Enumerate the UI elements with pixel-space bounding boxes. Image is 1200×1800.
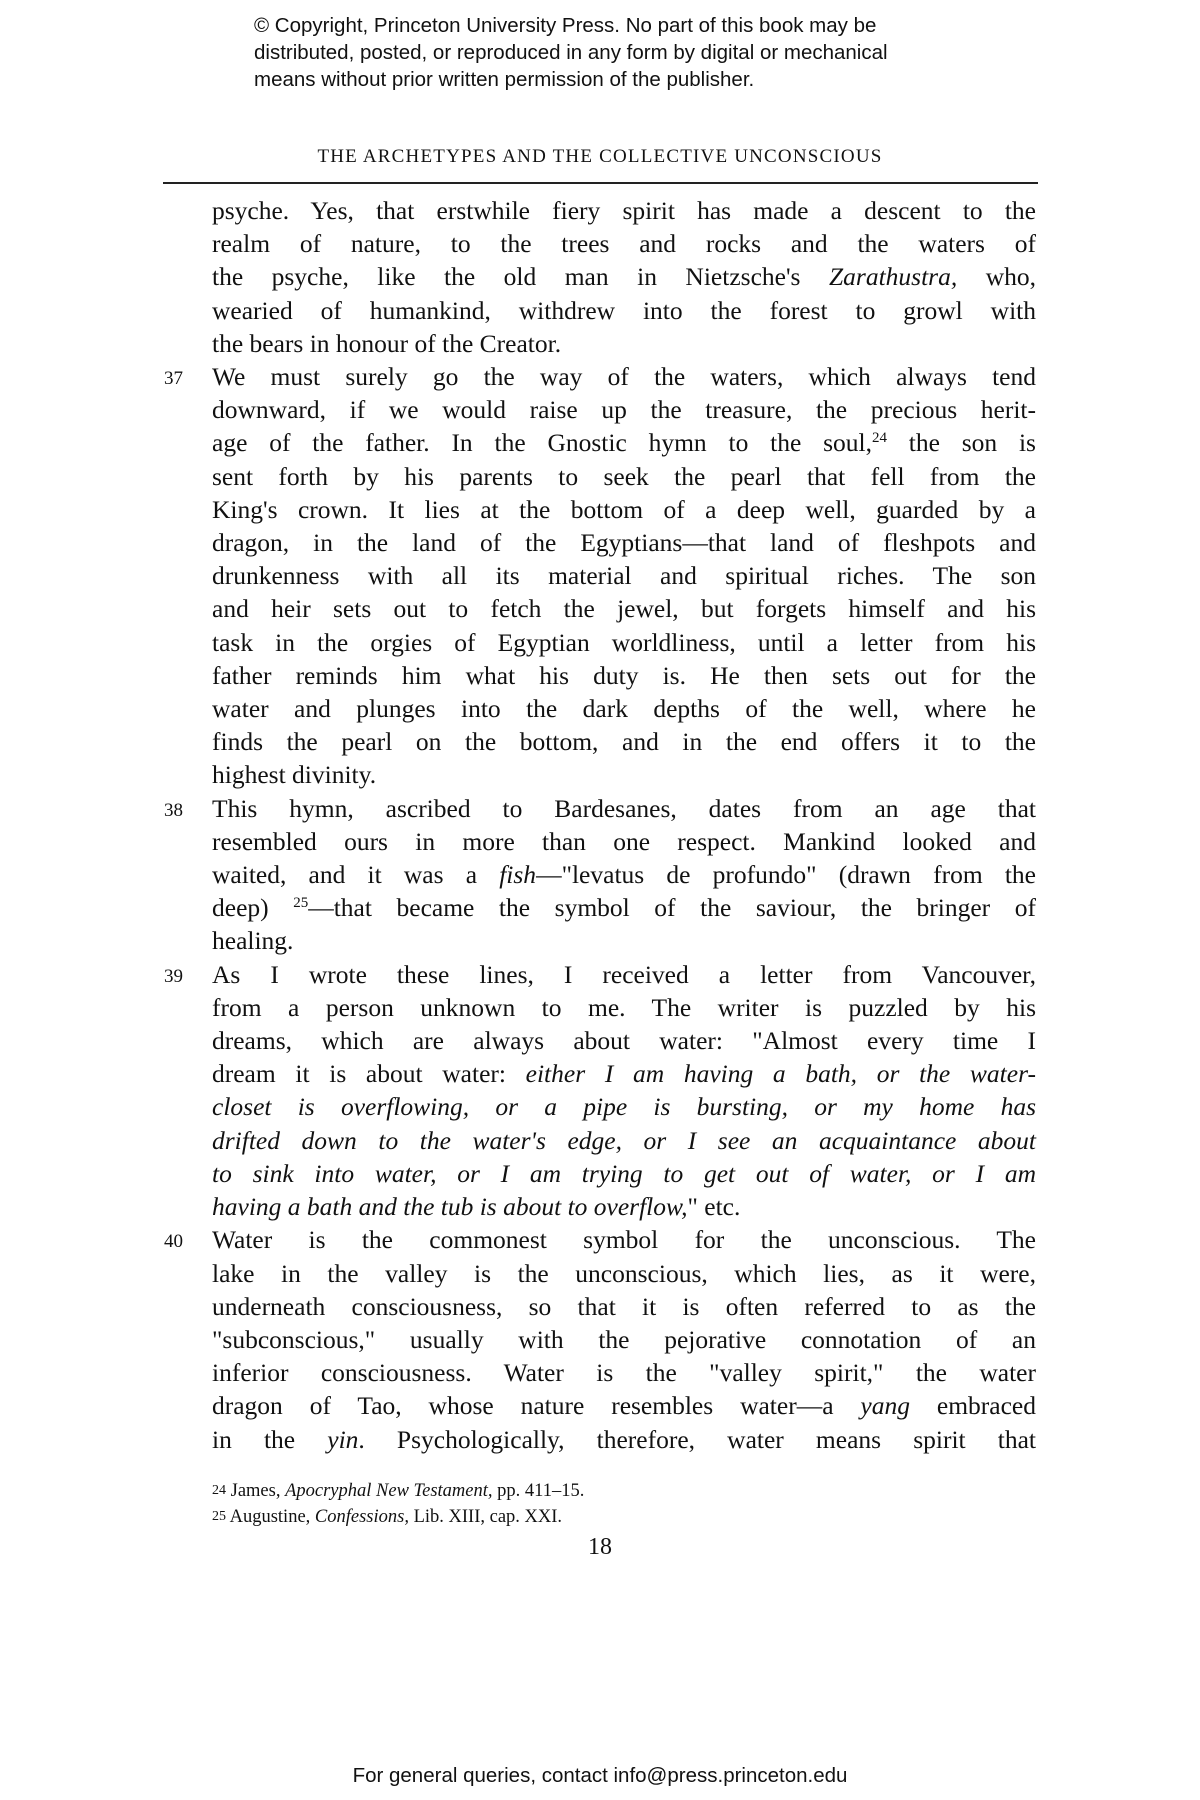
italic-title: Zarathustra, [828, 262, 958, 292]
footnote-24: 24 James, Apocryphal New Testament, pp. 411–15. [212, 1481, 585, 1501]
text-line: closet is overflowing, or a pipe is bursting, or my home has [212, 1092, 1036, 1122]
text-line: father reminds him what his duty is. He then sets out for the [212, 660, 1036, 690]
italic-word: fish [499, 860, 537, 890]
text-line: inferior consciousness. Water is the "valley spirit," the water [212, 1358, 1036, 1388]
text-line: We must surely go the way of the waters, which always tend [212, 362, 1036, 392]
text-line: healing. [212, 926, 294, 956]
text-line: drifted down to the water's edge, or I see an acquaintance about [212, 1125, 1036, 1155]
paragraph-number: 39 [164, 965, 183, 987]
header-rule [163, 182, 1038, 184]
text-line: waited, and it was a fish—"levatus de profundo" (drawn from the [212, 860, 1036, 890]
text-line: the bears in honour of the Creator. [212, 328, 562, 358]
copyright-notice [254, 12, 974, 93]
footnotes [212, 1478, 1012, 1530]
text-line: dreams, which are always about water: "Almost every time I [212, 1026, 1036, 1056]
footnote-25: 25 Augustine, Confessions, Lib. XIII, cap. XXI. [212, 1507, 563, 1527]
text-line: psyche. Yes, that erstwhile fiery spirit has made a descent to the [212, 196, 1036, 225]
paragraph-40 [164, 1223, 1036, 1455]
text-line: and heir sets out to fetch the jewel, but forgets himself and his [212, 594, 1036, 624]
text-line: sent forth by his parents to seek the pearl that fell from the [212, 461, 1036, 491]
text-line: dragon, in the land of the Egyptians—that land of fleshpots and [212, 528, 1036, 558]
text-line: wearied of humankind, withdrew into the forest to growl with [212, 295, 1036, 325]
text-line: Water is the commonest symbol for the unconscious. The [212, 1225, 1036, 1255]
text-line: having a bath and the tub is about to overflow," etc. [212, 1192, 741, 1222]
footnote-ref: 25 [293, 895, 309, 912]
text-line: task in the orgies of Egyptian worldliness, until a letter from his [212, 627, 1036, 657]
page-number: 18 [588, 1534, 612, 1560]
contact-footer: For general queries, contact info@press.princeton.edu [352, 1764, 848, 1787]
paragraph-number: 37 [164, 368, 183, 390]
text-line: water and plunges into the dark depths of the well, where he [212, 694, 1036, 724]
text-line: highest divinity. [212, 760, 377, 790]
text-line: drunkenness with all its material and spiritual riches. The son [212, 561, 1036, 591]
text-line: dream it is about water: either I am having a bath, or the water- [212, 1059, 1036, 1089]
paragraph-38 [164, 792, 1036, 958]
text-line: age of the father. In the Gnostic hymn to the soul,$^{24}$ the son is [212, 428, 1036, 458]
footnote-ref: 24 [871, 430, 887, 447]
paragraph-39 [164, 958, 1036, 1224]
text-line: finds the pearl on the bottom, and in the end offers it to the [212, 727, 1036, 757]
text-line: lake in the valley is the unconscious, which lies, as it were, [212, 1258, 1036, 1288]
text-line: This hymn, ascribed to Bardesanes, dates from an age that [212, 793, 1036, 823]
text-line: underneath consciousness, so that it is often referred to as the [212, 1291, 1036, 1321]
text-line: downward, if we would raise up the treasure, the precious herit- [212, 395, 1036, 425]
text-line: realm of nature, to the trees and rocks and the waters of [212, 229, 1036, 259]
text-line: King's crown. It lies at the bottom of a deep well, guarded by a [212, 494, 1036, 524]
text-line: in the yin. Psychologically, therefore, water means spirit that [212, 1424, 1036, 1454]
body-text [164, 194, 1036, 1456]
paragraph-continuation [212, 194, 1036, 360]
running-head: THE ARCHETYPES AND THE COLLECTIVE UNCONSCIOUS [317, 146, 883, 167]
copyright-line: means without prior written permission of the publisher. [254, 68, 755, 91]
text-line: "subconscious," usually with the pejorative connotation of an [212, 1324, 1036, 1354]
copyright-line: distributed, posted, or reproduced in any form by digital or mechanical [254, 41, 888, 64]
text-line: from a person unknown to me. The writer is puzzled by his [212, 992, 1036, 1022]
paragraph-number: 40 [164, 1231, 183, 1253]
text-line: As I wrote these lines, I received a letter from Vancouver, [212, 959, 1036, 989]
text-line: to sink into water, or I am trying to get out of water, or I am [212, 1158, 1036, 1188]
text-line: resembled ours in more than one respect. Mankind looked and [212, 826, 1036, 856]
text-line: deep) $^{25}$—that became the symbol of the saviour, the bringer of [212, 893, 1036, 923]
paragraph-number: 38 [164, 799, 183, 821]
text-line: the psyche, like the old man in Nietzsche's Zarathustra, who, [212, 262, 1036, 292]
paragraph-37 [164, 360, 1036, 792]
copyright-line: © Copyright, Princeton University Press. No part of this book may be [254, 14, 877, 37]
text-line: dragon of Tao, whose nature resembles water—a yang embraced [212, 1391, 1036, 1421]
